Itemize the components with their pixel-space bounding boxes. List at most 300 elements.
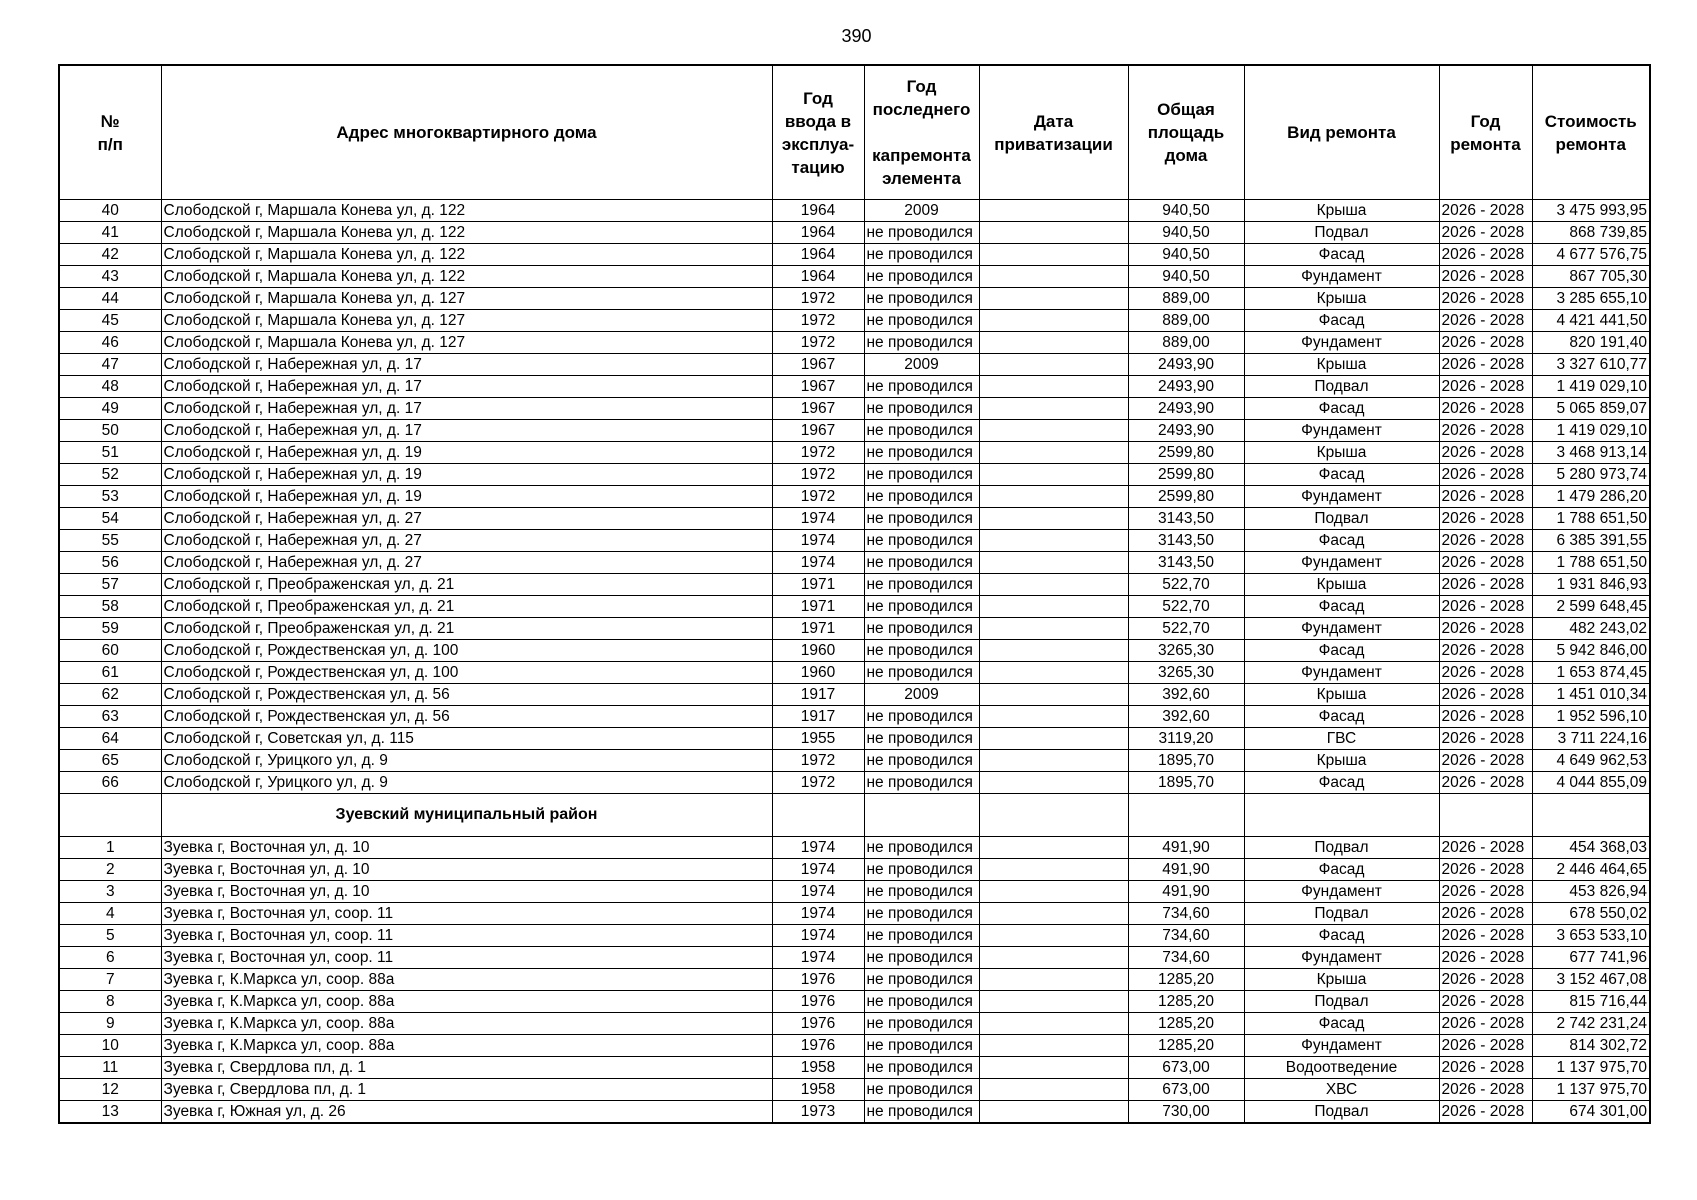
cell-repair-type: ХВС: [1244, 1079, 1439, 1101]
cell-total-area: 3265,30: [1128, 640, 1244, 662]
cell-total-area: 2599,80: [1128, 442, 1244, 464]
table-row: [59, 486, 1650, 508]
cell-privatization-date: [979, 837, 1128, 859]
cell-total-area: 940,50: [1128, 244, 1244, 266]
cell-last-repair-year: не проводился: [864, 750, 979, 772]
header-total-area: Общая площадь дома: [1128, 65, 1244, 200]
cell-repair-type: Крыша: [1244, 442, 1439, 464]
cell-repair-type: Фасад: [1244, 464, 1439, 486]
cell-address: Слободской г, Преображенская ул, д. 21: [161, 596, 772, 618]
table-row: [59, 903, 1650, 925]
section-block: [59, 794, 1650, 837]
table-row: [59, 596, 1650, 618]
cell-num: 44: [59, 288, 161, 310]
cell-repair-type: Подвал: [1244, 222, 1439, 244]
cell-repair-year: 2026 - 2028: [1439, 574, 1532, 596]
cell-total-area: 673,00: [1128, 1057, 1244, 1079]
cell-last-repair-year: не проводился: [864, 222, 979, 244]
cell-num: 59: [59, 618, 161, 640]
cell-repair-year: 2026 - 2028: [1439, 903, 1532, 925]
table-row: [59, 618, 1650, 640]
cell-privatization-date: [979, 728, 1128, 750]
cell-commission-year: 1955: [772, 728, 864, 750]
cell-address: Зуевка г, Восточная ул, д. 10: [161, 881, 772, 903]
cell-last-repair-year: не проводился: [864, 1057, 979, 1079]
cell-commission-year: 1973: [772, 1101, 864, 1124]
cell-num: 9: [59, 1013, 161, 1035]
section-row: [59, 794, 1650, 837]
cell-num: 66: [59, 772, 161, 794]
cell-privatization-date: [979, 903, 1128, 925]
cell-commission-year: 1974: [772, 508, 864, 530]
cell-address: Слободской г, Набережная ул, д. 27: [161, 530, 772, 552]
cell-repair-year: 2026 - 2028: [1439, 464, 1532, 486]
cell-privatization-date: [979, 574, 1128, 596]
cell-commission-year: 1974: [772, 947, 864, 969]
cell-repair-cost: 674 301,00: [1532, 1101, 1650, 1124]
cell-privatization-date: [979, 398, 1128, 420]
cell-commission-year: 1958: [772, 1057, 864, 1079]
cell-num: 62: [59, 684, 161, 706]
cell-privatization-date: [979, 288, 1128, 310]
cell-repair-year: 2026 - 2028: [1439, 728, 1532, 750]
page-number: 390: [841, 26, 872, 46]
cell-repair-type: Фасад: [1244, 859, 1439, 881]
table-row: [59, 684, 1650, 706]
cell-num: 3: [59, 881, 161, 903]
cell-total-area: 1285,20: [1128, 969, 1244, 991]
table-row: [59, 837, 1650, 859]
cell-privatization-date: [979, 925, 1128, 947]
cell-privatization-date: [979, 1057, 1128, 1079]
cell-repair-year: 2026 - 2028: [1439, 552, 1532, 574]
cell-address: Слободской г, Набережная ул, д. 17: [161, 376, 772, 398]
section-title: Зуевский муниципальный район: [161, 794, 772, 837]
cell-address: Слободской г, Набережная ул, д. 27: [161, 508, 772, 530]
cell-address: Зуевка г, К.Маркса ул, соор. 88а: [161, 969, 772, 991]
cell-repair-cost: 4 649 962,53: [1532, 750, 1650, 772]
cell-commission-year: 1960: [772, 640, 864, 662]
cell-privatization-date: [979, 618, 1128, 640]
table-row: [59, 640, 1650, 662]
cell-address: Слободской г, Маршала Конева ул, д. 127: [161, 288, 772, 310]
cell-address: Слободской г, Рождественская ул, д. 56: [161, 684, 772, 706]
cell-repair-type: Фундамент: [1244, 486, 1439, 508]
cell-repair-year: 2026 - 2028: [1439, 772, 1532, 794]
cell-repair-cost: 1 479 286,20: [1532, 486, 1650, 508]
header-privatization-date: Дата приватизации: [979, 65, 1128, 200]
cell-last-repair-year: не проводился: [864, 706, 979, 728]
cell-privatization-date: [979, 640, 1128, 662]
cell-repair-type: Фасад: [1244, 596, 1439, 618]
table-row: [59, 376, 1650, 398]
cell-address: Слободской г, Набережная ул, д. 17: [161, 420, 772, 442]
cell-repair-cost: 1 931 846,93: [1532, 574, 1650, 596]
cell-last-repair-year: не проводился: [864, 662, 979, 684]
table-row: [59, 1079, 1650, 1101]
cell-repair-year: 2026 - 2028: [1439, 530, 1532, 552]
cell-privatization-date: [979, 859, 1128, 881]
cell-repair-cost: 3 327 610,77: [1532, 354, 1650, 376]
cell-repair-type: Фасад: [1244, 706, 1439, 728]
cell-total-area: 3119,20: [1128, 728, 1244, 750]
cell-commission-year: 1967: [772, 376, 864, 398]
table-row: [59, 442, 1650, 464]
cell-commission-year: 1972: [772, 750, 864, 772]
table-row: [59, 244, 1650, 266]
cell-repair-cost: 1 952 596,10: [1532, 706, 1650, 728]
cell-repair-cost: 2 599 648,45: [1532, 596, 1650, 618]
table-row: [59, 354, 1650, 376]
header-commission-year: Год ввода в эксплуа- тацию: [772, 65, 864, 200]
cell-num: 13: [59, 1101, 161, 1124]
cell-repair-year: 2026 - 2028: [1439, 618, 1532, 640]
cell-total-area: 392,60: [1128, 706, 1244, 728]
cell-num: 11: [59, 1057, 161, 1079]
cell-address: Слободской г, Урицкого ул, д. 9: [161, 750, 772, 772]
cell-last-repair-year: 2009: [864, 684, 979, 706]
cell-num: 55: [59, 530, 161, 552]
cell-address: Слободской г, Маршала Конева ул, д. 122: [161, 244, 772, 266]
cell-repair-cost: 5 065 859,07: [1532, 398, 1650, 420]
cell-address: Слободской г, Советская ул, д. 115: [161, 728, 772, 750]
cell-commission-year: 1958: [772, 1079, 864, 1101]
cell-privatization-date: [979, 530, 1128, 552]
cell-privatization-date: [979, 706, 1128, 728]
table-row: [59, 969, 1650, 991]
cell-repair-cost: 1 451 010,34: [1532, 684, 1650, 706]
cell-commission-year: 1964: [772, 266, 864, 288]
cell-repair-cost: 1 788 651,50: [1532, 508, 1650, 530]
cell-num: 49: [59, 398, 161, 420]
cell-num: 63: [59, 706, 161, 728]
cell-address: Слободской г, Набережная ул, д. 27: [161, 552, 772, 574]
cell-num: 64: [59, 728, 161, 750]
cell-num: 4: [59, 903, 161, 925]
cell-last-repair-year: не проводился: [864, 881, 979, 903]
cell-repair-cost: 454 368,03: [1532, 837, 1650, 859]
cell-total-area: 1895,70: [1128, 750, 1244, 772]
cell-repair-cost: 678 550,02: [1532, 903, 1650, 925]
table-row: [59, 574, 1650, 596]
cell-repair-cost: 6 385 391,55: [1532, 530, 1650, 552]
cell-total-area: 889,00: [1128, 310, 1244, 332]
rows-top: [59, 200, 1650, 794]
cell-address: Слободской г, Набережная ул, д. 17: [161, 354, 772, 376]
cell-commission-year: 1967: [772, 398, 864, 420]
cell-address: Зуевка г, Южная ул, д. 26: [161, 1101, 772, 1124]
cell-repair-type: Фасад: [1244, 1013, 1439, 1035]
table-row: [59, 398, 1650, 420]
cell-repair-type: Крыша: [1244, 354, 1439, 376]
cell-privatization-date: [979, 881, 1128, 903]
cell-address: Зуевка г, К.Маркса ул, соор. 88а: [161, 1035, 772, 1057]
cell-commission-year: 1972: [772, 310, 864, 332]
cell-last-repair-year: не проводился: [864, 728, 979, 750]
cell-address: Зуевка г, Восточная ул, д. 10: [161, 837, 772, 859]
cell-total-area: 940,50: [1128, 222, 1244, 244]
cell-repair-cost: 1 137 975,70: [1532, 1057, 1650, 1079]
cell-repair-type: Фундамент: [1244, 332, 1439, 354]
header-repair-cost: Стоимость ремонта: [1532, 65, 1650, 200]
cell-privatization-date: [979, 354, 1128, 376]
cell-total-area: 2493,90: [1128, 354, 1244, 376]
cell-num: 45: [59, 310, 161, 332]
cell-repair-cost: 814 302,72: [1532, 1035, 1650, 1057]
cell-repair-year: 2026 - 2028: [1439, 881, 1532, 903]
cell-total-area: 889,00: [1128, 288, 1244, 310]
cell-total-area: 522,70: [1128, 618, 1244, 640]
cell-last-repair-year: не проводился: [864, 596, 979, 618]
cell-commission-year: 1974: [772, 837, 864, 859]
cell-total-area: 730,00: [1128, 1101, 1244, 1124]
table-row: [59, 530, 1650, 552]
cell-commission-year: 1964: [772, 222, 864, 244]
cell-total-area: 673,00: [1128, 1079, 1244, 1101]
cell-repair-year: 2026 - 2028: [1439, 684, 1532, 706]
cell-address: Слободской г, Преображенская ул, д. 21: [161, 574, 772, 596]
table-row: [59, 508, 1650, 530]
cell-total-area: 522,70: [1128, 596, 1244, 618]
cell-address: Зуевка г, Восточная ул, соор. 11: [161, 903, 772, 925]
cell-last-repair-year: не проводился: [864, 640, 979, 662]
cell-repair-type: Фундамент: [1244, 552, 1439, 574]
cell-total-area: 3143,50: [1128, 552, 1244, 574]
cell-last-repair-year: не проводился: [864, 376, 979, 398]
table-row: [59, 552, 1650, 574]
cell-address: Зуевка г, К.Маркса ул, соор. 88а: [161, 1013, 772, 1035]
cell-address: Зуевка г, Восточная ул, соор. 11: [161, 947, 772, 969]
cell-commission-year: 1972: [772, 772, 864, 794]
cell-privatization-date: [979, 508, 1128, 530]
cell-last-repair-year: не проводился: [864, 332, 979, 354]
cell-repair-cost: 868 739,85: [1532, 222, 1650, 244]
cell-last-repair-year: не проводился: [864, 859, 979, 881]
repair-register-table: [58, 64, 1651, 1124]
cell-repair-year: 2026 - 2028: [1439, 420, 1532, 442]
cell-repair-year: 2026 - 2028: [1439, 925, 1532, 947]
cell-privatization-date: [979, 1013, 1128, 1035]
cell-commission-year: 1974: [772, 552, 864, 574]
cell-repair-cost: 3 152 467,08: [1532, 969, 1650, 991]
cell-repair-year: 2026 - 2028: [1439, 442, 1532, 464]
cell-repair-year: 2026 - 2028: [1439, 288, 1532, 310]
cell-repair-year: 2026 - 2028: [1439, 266, 1532, 288]
cell-total-area: 392,60: [1128, 684, 1244, 706]
cell-privatization-date: [979, 1035, 1128, 1057]
cell-repair-type: Фасад: [1244, 530, 1439, 552]
table-row: [59, 772, 1650, 794]
cell-repair-year: 2026 - 2028: [1439, 1079, 1532, 1101]
table-row: [59, 750, 1650, 772]
cell-commission-year: 1974: [772, 530, 864, 552]
table-row: [59, 464, 1650, 486]
cell-privatization-date: [979, 1101, 1128, 1124]
cell-address: Слободской г, Рождественская ул, д. 100: [161, 662, 772, 684]
cell-last-repair-year: не проводился: [864, 398, 979, 420]
cell-repair-cost: 4 044 855,09: [1532, 772, 1650, 794]
cell-commission-year: 1976: [772, 969, 864, 991]
header-last-repair-year: Год последнего капремонта элемента: [864, 65, 979, 200]
cell-repair-cost: 867 705,30: [1532, 266, 1650, 288]
cell-total-area: 734,60: [1128, 925, 1244, 947]
cell-last-repair-year: не проводился: [864, 925, 979, 947]
cell-total-area: 522,70: [1128, 574, 1244, 596]
cell-repair-cost: 1 788 651,50: [1532, 552, 1650, 574]
table-row: [59, 859, 1650, 881]
cell-repair-year: 2026 - 2028: [1439, 310, 1532, 332]
cell-last-repair-year: не проводился: [864, 244, 979, 266]
cell-num: 58: [59, 596, 161, 618]
header-address: Адрес многоквартирного дома: [161, 65, 772, 200]
cell-repair-type: Фасад: [1244, 640, 1439, 662]
cell-last-repair-year: 2009: [864, 354, 979, 376]
cell-last-repair-year: не проводился: [864, 991, 979, 1013]
cell-repair-type: Фундамент: [1244, 662, 1439, 684]
cell-total-area: 2493,90: [1128, 420, 1244, 442]
cell-total-area: 2599,80: [1128, 464, 1244, 486]
cell-address: Зуевка г, Свердлова пл, д. 1: [161, 1057, 772, 1079]
cell-commission-year: 1967: [772, 420, 864, 442]
cell-privatization-date: [979, 684, 1128, 706]
cell-repair-type: Фундамент: [1244, 1035, 1439, 1057]
cell-address: Слободской г, Маршала Конева ул, д. 127: [161, 310, 772, 332]
cell-num: 6: [59, 947, 161, 969]
cell-privatization-date: [979, 310, 1128, 332]
cell-total-area: 3143,50: [1128, 508, 1244, 530]
cell-commission-year: 1972: [772, 486, 864, 508]
cell-num: 57: [59, 574, 161, 596]
cell-repair-cost: 3 285 655,10: [1532, 288, 1650, 310]
cell-repair-type: Фундамент: [1244, 618, 1439, 640]
cell-repair-year: 2026 - 2028: [1439, 1101, 1532, 1124]
cell-commission-year: 1917: [772, 706, 864, 728]
cell-repair-cost: 2 742 231,24: [1532, 1013, 1650, 1035]
table-row: [59, 947, 1650, 969]
table-row: [59, 200, 1650, 222]
cell-commission-year: 1974: [772, 925, 864, 947]
cell-last-repair-year: не проводился: [864, 1079, 979, 1101]
cell-address: Зуевка г, Восточная ул, д. 10: [161, 859, 772, 881]
cell-total-area: 2493,90: [1128, 398, 1244, 420]
table-row: [59, 728, 1650, 750]
cell-privatization-date: [979, 662, 1128, 684]
cell-privatization-date: [979, 750, 1128, 772]
cell-num: 48: [59, 376, 161, 398]
cell-commission-year: 1960: [772, 662, 864, 684]
table-row: [59, 1013, 1650, 1035]
cell-privatization-date: [979, 464, 1128, 486]
table-row: [59, 288, 1650, 310]
cell-privatization-date: [979, 376, 1128, 398]
cell-commission-year: 1967: [772, 354, 864, 376]
cell-last-repair-year: не проводился: [864, 772, 979, 794]
cell-repair-cost: 1 419 029,10: [1532, 420, 1650, 442]
cell-num: 52: [59, 464, 161, 486]
cell-last-repair-year: не проводился: [864, 947, 979, 969]
cell-commission-year: 1964: [772, 200, 864, 222]
header-row: [59, 65, 1650, 200]
cell-repair-type: Фасад: [1244, 244, 1439, 266]
cell-num: 10: [59, 1035, 161, 1057]
cell-privatization-date: [979, 991, 1128, 1013]
cell-repair-type: Фундамент: [1244, 266, 1439, 288]
cell-privatization-date: [979, 486, 1128, 508]
cell-commission-year: 1974: [772, 859, 864, 881]
cell-total-area: 1285,20: [1128, 991, 1244, 1013]
cell-address: Слободской г, Набережная ул, д. 17: [161, 398, 772, 420]
cell-repair-year: 2026 - 2028: [1439, 1035, 1532, 1057]
cell-commission-year: 1964: [772, 244, 864, 266]
cell-repair-year: 2026 - 2028: [1439, 222, 1532, 244]
table-row: [59, 1057, 1650, 1079]
cell-last-repair-year: не проводился: [864, 574, 979, 596]
cell-address: Зуевка г, К.Маркса ул, соор. 88а: [161, 991, 772, 1013]
cell-repair-type: Водоотведение: [1244, 1057, 1439, 1079]
cell-commission-year: 1972: [772, 288, 864, 310]
table-row: [59, 310, 1650, 332]
cell-repair-cost: 2 446 464,65: [1532, 859, 1650, 881]
cell-privatization-date: [979, 244, 1128, 266]
cell-commission-year: 1976: [772, 991, 864, 1013]
cell-repair-cost: 3 653 533,10: [1532, 925, 1650, 947]
cell-repair-cost: 820 191,40: [1532, 332, 1650, 354]
cell-total-area: 3265,30: [1128, 662, 1244, 684]
cell-address: Слободской г, Маршала Конева ул, д. 127: [161, 332, 772, 354]
cell-last-repair-year: не проводился: [864, 310, 979, 332]
cell-last-repair-year: не проводился: [864, 903, 979, 925]
cell-total-area: 3143,50: [1128, 530, 1244, 552]
cell-repair-cost: 1 137 975,70: [1532, 1079, 1650, 1101]
cell-repair-type: Крыша: [1244, 288, 1439, 310]
cell-privatization-date: [979, 332, 1128, 354]
cell-num: 41: [59, 222, 161, 244]
cell-address: Зуевка г, Свердлова пл, д. 1: [161, 1079, 772, 1101]
cell-repair-year: 2026 - 2028: [1439, 332, 1532, 354]
cell-privatization-date: [979, 596, 1128, 618]
table-row: [59, 991, 1650, 1013]
cell-address: Слободской г, Рождественская ул, д. 100: [161, 640, 772, 662]
cell-repair-type: Крыша: [1244, 750, 1439, 772]
cell-address: Слободской г, Преображенская ул, д. 21: [161, 618, 772, 640]
cell-last-repair-year: не проводился: [864, 442, 979, 464]
cell-last-repair-year: не проводился: [864, 552, 979, 574]
table-row: [59, 706, 1650, 728]
cell-num: 5: [59, 925, 161, 947]
cell-repair-type: Фасад: [1244, 398, 1439, 420]
cell-repair-year: 2026 - 2028: [1439, 354, 1532, 376]
cell-num: 2: [59, 859, 161, 881]
cell-num: 47: [59, 354, 161, 376]
cell-num: 42: [59, 244, 161, 266]
cell-repair-type: ГВС: [1244, 728, 1439, 750]
cell-num: 43: [59, 266, 161, 288]
cell-repair-cost: 1 653 874,45: [1532, 662, 1650, 684]
cell-num: 53: [59, 486, 161, 508]
cell-num: 46: [59, 332, 161, 354]
cell-repair-cost: 677 741,96: [1532, 947, 1650, 969]
cell-repair-year: 2026 - 2028: [1439, 947, 1532, 969]
cell-repair-cost: 5 280 973,74: [1532, 464, 1650, 486]
cell-repair-year: 2026 - 2028: [1439, 200, 1532, 222]
cell-num: 56: [59, 552, 161, 574]
cell-total-area: 491,90: [1128, 859, 1244, 881]
cell-repair-year: 2026 - 2028: [1439, 859, 1532, 881]
cell-total-area: 940,50: [1128, 266, 1244, 288]
table-row: [59, 881, 1650, 903]
cell-privatization-date: [979, 552, 1128, 574]
cell-total-area: 940,50: [1128, 200, 1244, 222]
